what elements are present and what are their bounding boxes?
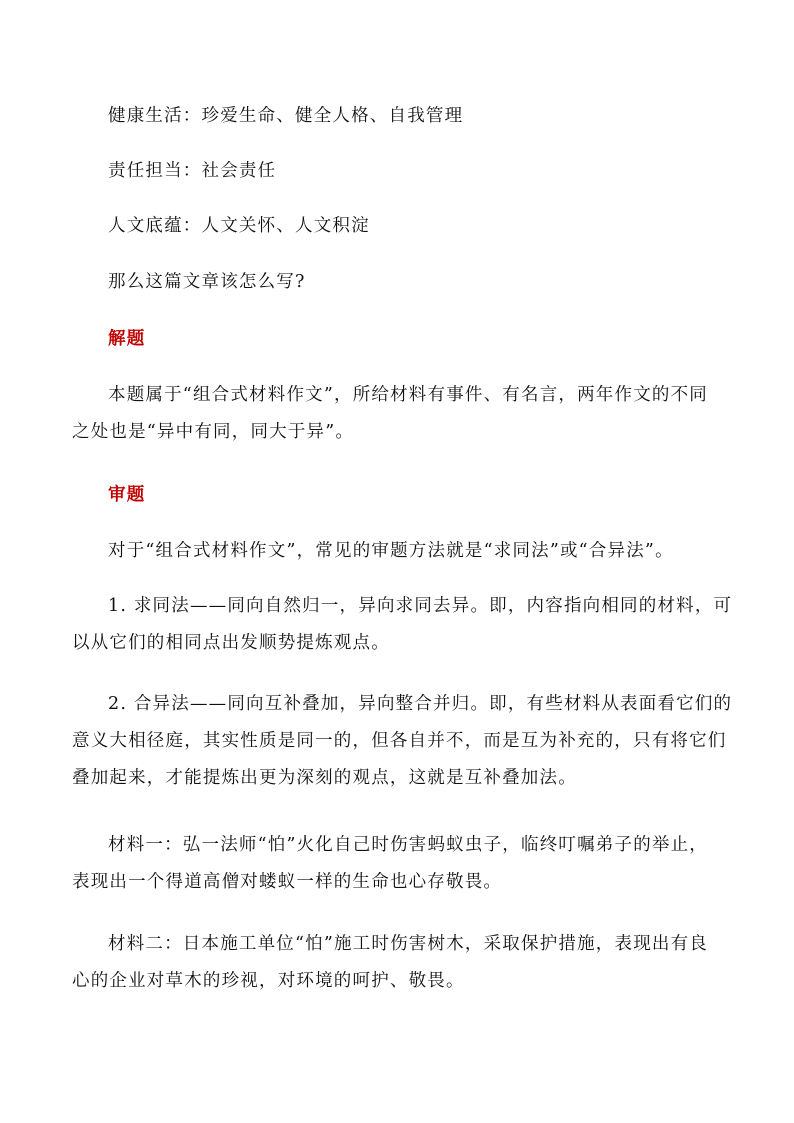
paragraph-question: 那么这篇文章该怎么写? [108, 272, 306, 292]
heading-jieti: 解题 [108, 329, 146, 349]
paragraph-humanities: 人文底蕴：人文关怀、人文积淀 [108, 216, 370, 236]
paragraph-method-2: 2. 合异法——同向互补叠加，异向整合并归。即，有些材料从表面看它们的 意义大相径庭，其实性质是同一的，但各自并不，而是互为补充的，只有将它们 叠加起来，才能提炼出更为深刻的观点，这就是互补叠加法。 [72, 694, 733, 788]
paragraph-healthy-life: 健康生活：珍爱生命、健全人格、自我管理 [108, 106, 464, 126]
paragraph-jieti-body: 本题属于“组合式材料作文”，所给材料有事件、有名言，两年作文的不同 之处也是“异中有同，同大于异”。 [72, 385, 708, 442]
paragraph-material-2: 材料二：日本施工单位“怕”施工时伤害树木，采取保护措施，表现出有良 心的企业对草木的珍视，对环境的呵护、敬畏。 [72, 934, 708, 991]
paragraph-material-1: 材料一：弘一法师“怕”火化自己时伤害蚂蚁虫子，临终叮嘱弟子的举止， 表现出一个得道高僧对蝼蚁一样的生命也心存敬畏。 [72, 835, 708, 892]
paragraph-shenti-body: 对于“组合式材料作文”，常见的审题方法就是“求同法”或“合异法”。 [108, 541, 674, 561]
paragraph-method-1: 1. 求同法——同向自然归一，异向求同去异。即，内容指向相同的材料，可 以从它们的相同点出发顺势提炼观点。 [72, 596, 733, 653]
paragraph-responsibility: 责任担当：社会责任 [108, 161, 277, 181]
heading-shenti: 审题 [108, 485, 146, 505]
